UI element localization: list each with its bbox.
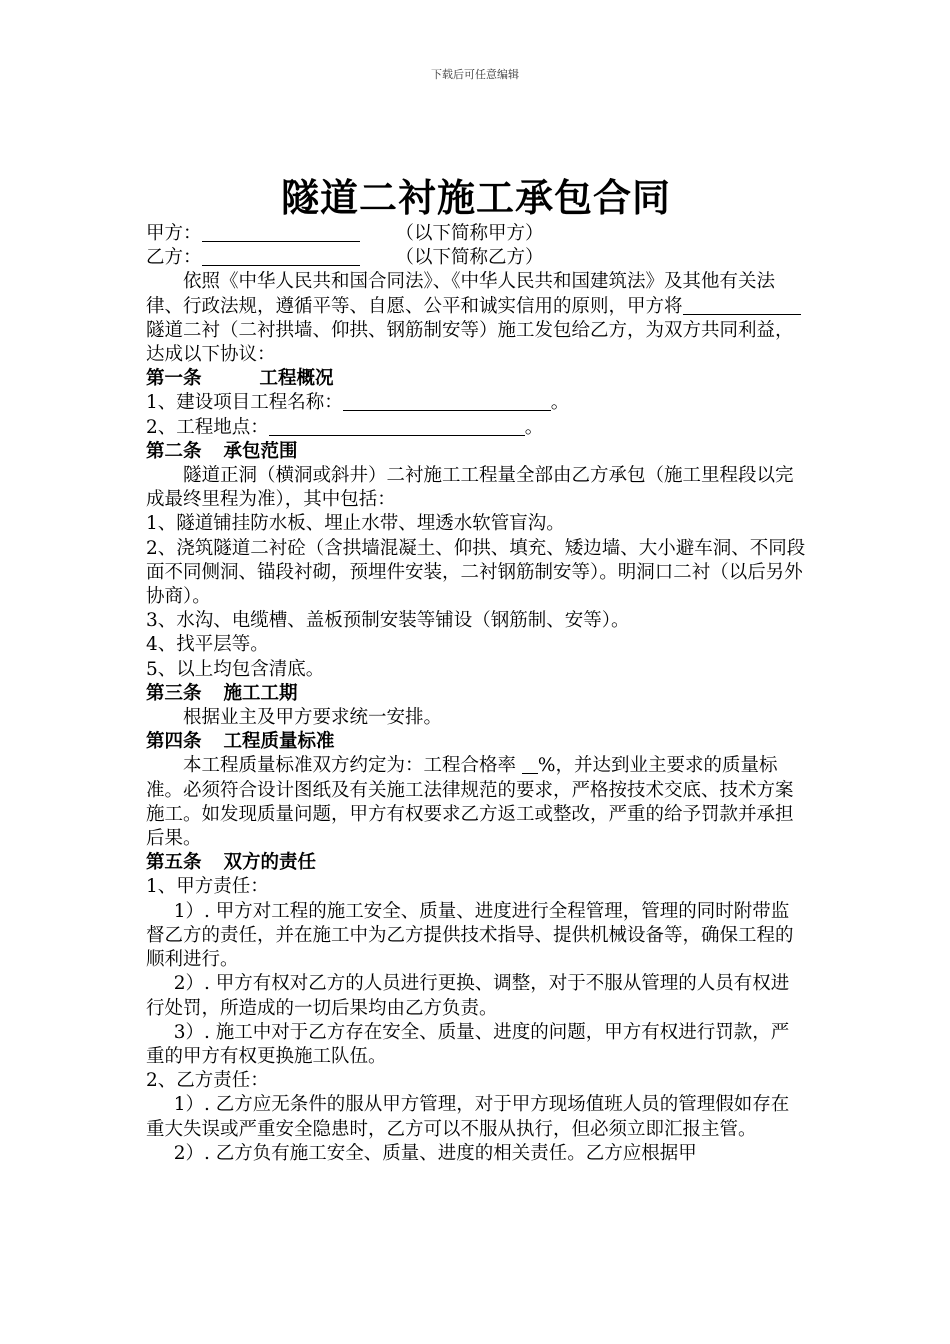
item2-label: 2、工程地点： [146,416,269,438]
article4-text-2: %，并达到业主要求的质量标准。必须符合设计图纸及有关施工法律规范的要求，严格按技术交底、技术方案施工。如发现质量问题，甲方有权要求乙方返工或整改，严重的给予罚款并承担后果。 [146,755,794,850]
party-b-line [146,246,806,270]
article2-heading [146,440,806,464]
party-a-line [146,222,806,246]
preamble-text-1: 依照《中华人民共和国合同法》、《中华人民共和国建筑法》及其他有关法律、行政法规，遵循平等、自愿、公平和诚实信用的原则，甲方将 [146,271,776,317]
article2-number: 第二条 [146,440,202,462]
article1-heading [146,367,806,391]
article1-item1 [146,391,806,415]
article3-number: 第三条 [146,682,202,704]
document-title: 隧道二衬施工承包合同 [280,175,671,220]
party-a-duties-label: 1、甲方责任： [146,876,269,898]
article3-title: 施工工期 [223,682,298,704]
preamble [146,270,806,367]
article1-item2 [146,416,806,440]
party-b-duties-label: 2、乙方责任： [146,1070,269,1092]
party-a-note: （以下简称甲方） [395,223,544,244]
article2-item-5: 5、以上均包含清底。 [146,658,325,680]
party-a-blank [202,223,360,242]
header-note: 下载后可任意编辑 [431,68,519,81]
article2-item-1: 1、隧道铺挂防水板、埋止水带、埋透水软管盲沟。 [146,513,565,535]
article4-text-1: 本工程质量标准双方约定为：工程合格率 [183,755,517,777]
article2-title: 承包范围 [223,440,298,462]
article3-heading [146,682,806,706]
party-a-label: 甲方： [146,223,202,244]
article1-title: 工程概况 [259,368,334,390]
party-b-duty-2: 2）. 乙方负有施工安全、质量、进度的相关责任。乙方应根据甲 [173,1142,697,1164]
document-body [146,222,806,1166]
article4-text [146,754,806,851]
pass-rate-blank [522,755,538,774]
item1-label: 1、建设项目工程名称： [146,392,343,414]
party-b-label: 乙方： [146,247,202,269]
article4-heading [146,730,806,754]
article4-title: 工程质量标准 [223,731,335,753]
preamble-text-2: 隧道二衬（二衬拱墙、仰拱、钢筋制安等）施工发包给乙方，为双方共同利益，达成以下协议： [146,319,794,366]
article1-number: 第一条 [146,368,202,390]
article5-title: 双方的责任 [223,852,317,874]
item1-end: 。 [550,392,570,414]
article2-item-2: 2、浇筑隧道二衬砼（含拱墙混凝土、仰拱、填充、矮边墙、大小避车洞、不同段面不同侧洞、锚段衬砌，预埋件安装，二衬钢筋制安等）。明洞口二衬（以后另外协商）。 [146,537,806,608]
party-b-note: （以下简称乙方） [395,247,544,269]
article2-intro: 隧道正洞（横洞或斜井）二衬施工工程量全部由乙方承包（施工里程段以完成最终里程为准），其中包括： [146,465,794,511]
party-a-duty-3: 3）. 施工中对于乙方存在安全、质量、进度的问题，甲方有权进行罚款，严重的甲方有权更换施工队伍。 [146,1021,790,1067]
article5-number: 第五条 [146,852,202,874]
article3-text: 根据业主及甲方要求统一安排。 [183,707,443,729]
party-b-blank [202,247,360,266]
project-title-blank [343,392,551,411]
article5-heading [146,851,806,875]
article4-number: 第四条 [146,731,202,753]
project-name-blank [683,296,801,315]
article2-item-4: 4、找平层等。 [146,634,269,656]
party-a-duty-1: 1）. 甲方对工程的施工安全、质量、进度进行全程管理，管理的同时附带监督乙方的责任，并在施工中为乙方提供技术指导、提供机械设备等，确保工程的顺利进行。 [146,900,794,971]
party-a-duty-2: 2）. 甲方有权对乙方的人员进行更换、调整，对于不服从管理的人员有权进行处罚，所造成的一切后果均由乙方负责。 [146,973,790,1019]
article2-item-3: 3、水沟、电缆槽、盖板预制安装等铺设（钢筋制、安等）。 [146,610,630,632]
item2-end: 。 [524,416,544,438]
party-b-duty-1: 1）. 乙方应无条件的服从甲方管理，对于甲方现场值班人员的管理假如存在重大失误或严重安全隐患时，乙方可以不服从执行，但必须立即汇报主管。 [146,1094,790,1140]
location-blank [269,417,525,436]
